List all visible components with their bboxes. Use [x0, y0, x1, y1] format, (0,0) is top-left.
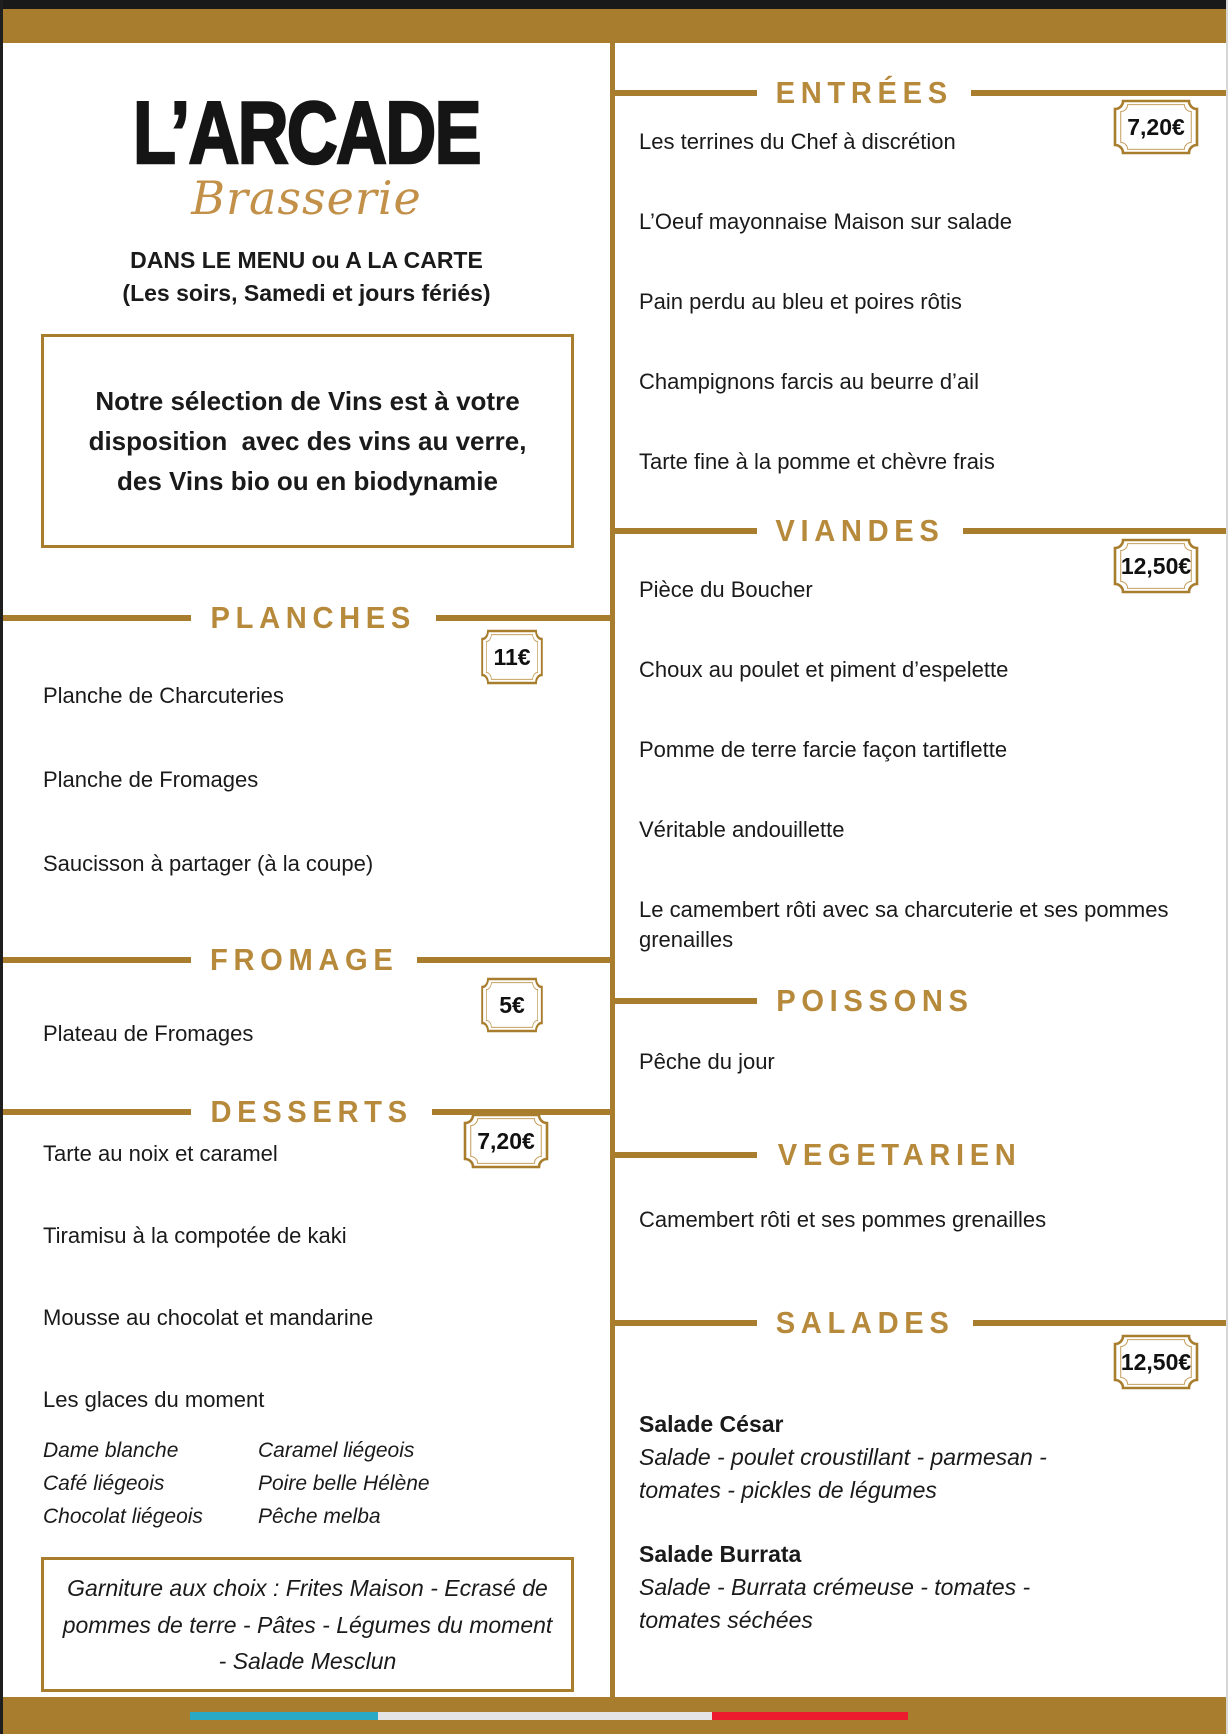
divider-line [417, 957, 610, 963]
price-value: 11€ [493, 643, 531, 670]
salad-entry [639, 1409, 1226, 1507]
menu-item: Plateau de Fromages [43, 1021, 254, 1047]
section-title: DESSERTS [210, 1094, 413, 1130]
salad-name: Salade Burrata [639, 1541, 802, 1567]
garniture-box [41, 1557, 574, 1692]
menu-item: Tiramisu à la compotée de kaki [43, 1223, 347, 1249]
menu-item: Pièce du Boucher [639, 577, 813, 602]
salad-entry [639, 1539, 1226, 1637]
price-badge [1112, 1333, 1200, 1391]
page-top-edge [0, 0, 1228, 9]
section-poissons [615, 981, 1226, 1077]
salades-entries [639, 1409, 1226, 1637]
price-value: 7,20€ [1127, 113, 1185, 140]
price-badge [480, 976, 544, 1034]
desserts-items [3, 1140, 610, 1414]
poissons-items [615, 1047, 1226, 1077]
section-vegetarien-header [615, 1135, 1226, 1175]
price-badge [462, 1112, 550, 1170]
menu-note: DANS LE MENU ou A LA CARTE [130, 246, 483, 273]
menu-item: L’Oeuf mayonnaise Maison sur salade [639, 209, 1012, 234]
flavor-item: Poire belle Hélène [258, 1472, 430, 1496]
section-title: PLANCHES [210, 600, 416, 636]
menu-item: Le camembert rôti avec sa charcuterie et ses pommes grenailles [639, 897, 1169, 952]
section-entrees [615, 73, 1226, 477]
section-desserts [3, 1092, 610, 1533]
flag-stripe-teal [190, 1712, 378, 1720]
flag-stripe-red [712, 1712, 908, 1720]
section-planches [3, 598, 610, 878]
salad-name: Salade César [639, 1411, 784, 1437]
menu-item: Tarte fine à la pomme et chèvre frais [639, 449, 995, 474]
vegetarien-items [615, 1205, 1226, 1235]
garniture-text: Garniture aux choix : Frites Maison - Ecrasé de pommes de terre - Pâtes - Légumes du moment - Salade Mesclun [62, 1575, 553, 1674]
price-badge [1112, 98, 1200, 156]
menu-item: Pomme de terre farcie façon tartiflette [639, 737, 1008, 762]
menu-item: Saucisson à partager (à la coupe) [43, 851, 374, 877]
planches-items [3, 682, 610, 878]
section-title: SALADES [775, 1305, 955, 1340]
brand-name: L’ARCADE [132, 83, 481, 182]
salad-description: Salade - poulet croustillant - parmesan - tomates - pickles de légumes [639, 1444, 1047, 1503]
wine-notice-text: Notre sélection de Vins est à votre disposition avec des vins au verre, des Vins bio ou en biodynamie [88, 385, 534, 497]
section-salades [615, 1303, 1226, 1637]
divider-line [615, 998, 757, 1004]
section-vegetarien [615, 1135, 1226, 1235]
menu-note-sub: (Les soirs, Samedi et jours fériés) [122, 279, 491, 306]
flavors-column-1 [43, 1434, 258, 1533]
menu-item: Pêche du jour [639, 1049, 775, 1074]
divider-line [963, 528, 1226, 534]
divider-line [973, 1320, 1226, 1326]
menu-item: Tarte au noix et caramel [43, 1141, 278, 1167]
price-value: 7,20€ [477, 1127, 535, 1154]
section-poissons-header [615, 981, 1226, 1021]
menu-item: Pain perdu au bleu et poires rôtis [639, 289, 962, 314]
wine-notice-box [41, 334, 574, 548]
section-title: ENTRÉES [775, 75, 953, 110]
section-title: FROMAGE [210, 942, 399, 978]
gold-top-bar [0, 9, 1228, 43]
gold-bottom-bar [0, 1697, 1228, 1734]
section-title: POISSONS [776, 983, 974, 1018]
menu-item: Mousse au chocolat et mandarine [43, 1305, 374, 1331]
salad-description: Salade - Burrata crémeuse - tomates - tomates séchées [639, 1574, 1031, 1633]
menu-item: Véritable andouillette [639, 817, 845, 842]
menu-item: Choux au poulet et piment d’espelette [639, 657, 1009, 682]
divider-line [971, 90, 1226, 96]
flavors-column-2 [258, 1434, 473, 1533]
price-badge [480, 628, 544, 686]
divider-line [3, 615, 191, 621]
section-viandes [615, 511, 1226, 955]
divider-line [3, 1109, 191, 1115]
menu-item: Les glaces du moment [43, 1387, 265, 1413]
section-fromage-header [3, 940, 610, 980]
price-value: 12,50€ [1120, 1348, 1192, 1375]
brand-block [3, 83, 610, 225]
menu-item: Planche de Fromages [43, 767, 259, 793]
left-column [3, 43, 615, 1697]
divider-line [3, 957, 191, 963]
flavor-item: Café liégeois [43, 1472, 165, 1496]
section-title: VEGETARIEN [777, 1137, 1022, 1172]
flavor-item: Dame blanche [43, 1439, 179, 1463]
divider-line [615, 90, 757, 96]
flavor-item: Pêche melba [258, 1505, 381, 1529]
section-title: VIANDES [775, 513, 945, 548]
menu-item: Camembert rôti et ses pommes grenailles [639, 1207, 1047, 1232]
menu-content [3, 43, 1226, 1697]
menu-item: Planche de Charcuteries [43, 683, 284, 709]
flag-stripe-gray [378, 1712, 712, 1720]
section-fromage [3, 940, 610, 1048]
entrees-items [615, 127, 1226, 477]
ice-cream-flavors [43, 1434, 610, 1533]
price-badge [1112, 537, 1200, 595]
divider-line [615, 1152, 757, 1158]
divider-line [615, 528, 757, 534]
price-value: 12,50€ [1120, 552, 1192, 579]
price-value: 5€ [499, 991, 525, 1018]
viandes-items [615, 575, 1226, 955]
brand-tagline: Brasserie [191, 171, 422, 225]
menu-item: Champignons farcis au beurre d’ail [639, 369, 979, 394]
divider-line [615, 1320, 757, 1326]
flavor-item: Chocolat liégeois [43, 1505, 203, 1529]
menu-item: Les terrines du Chef à discrétion [639, 129, 956, 154]
flavor-item: Caramel liégeois [258, 1439, 415, 1463]
right-column [615, 43, 1226, 1697]
divider-line [436, 615, 610, 621]
